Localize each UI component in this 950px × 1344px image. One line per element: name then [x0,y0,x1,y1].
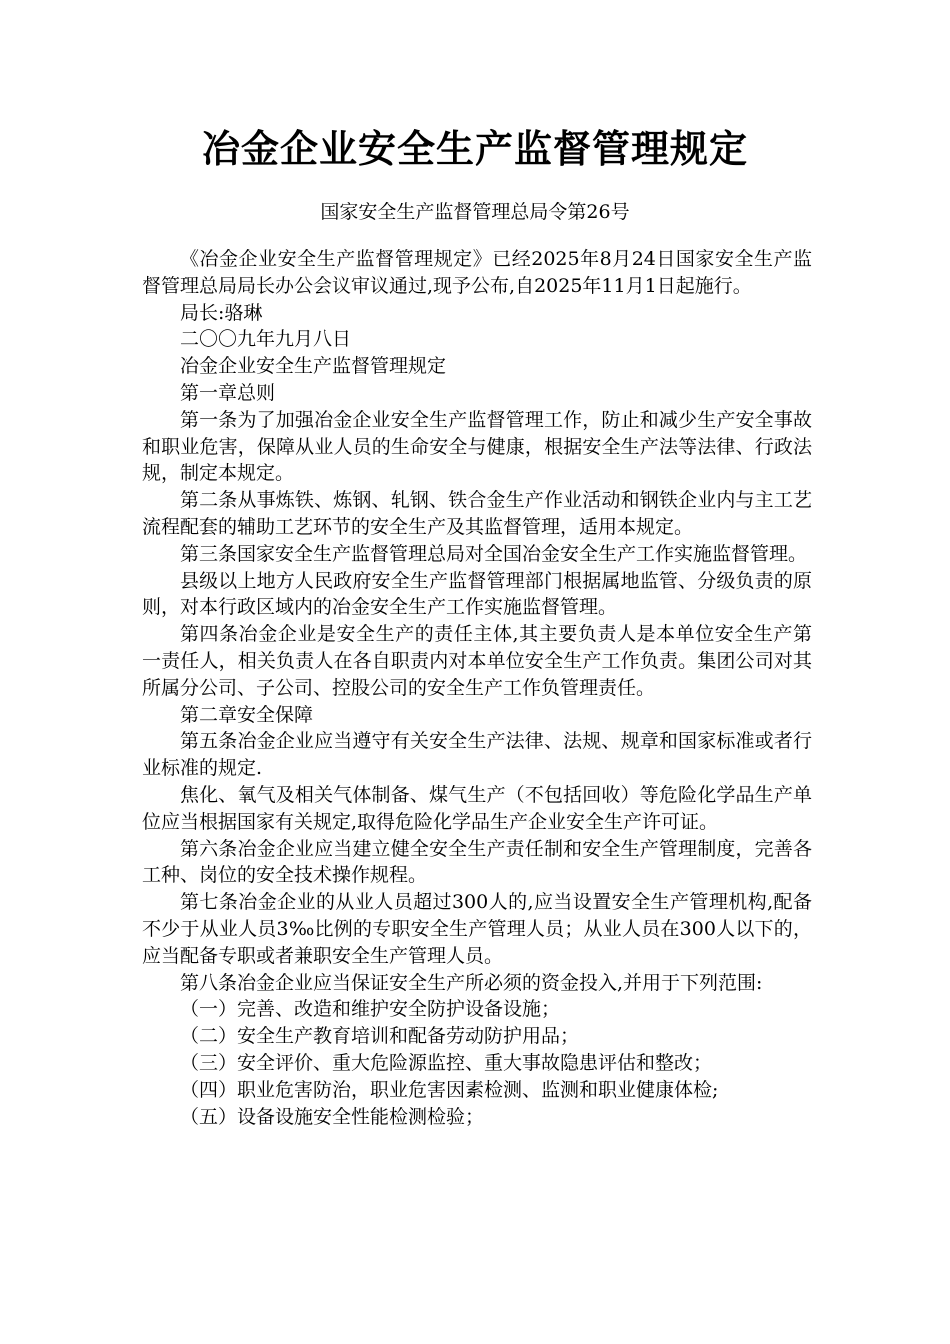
paragraph: 《冶金企业安全生产监督管理规定》已经2025年8月24日国家安全生产监督管理总局局长办公会议审议通过,现予公布,自2025年11月1日起施行。 [142,248,812,297]
paragraph: 冶金企业安全生产监督管理规定 [180,355,447,378]
paragraph: 第三条国家安全生产监督管理总局对全国冶金安全生产工作实施监督管理。 [180,542,808,565]
paragraph: 县级以上地方人民政府安全生产监督管理部门根据属地监管、分级负责的原则，对本行政区域内的冶金安全生产工作实施监督管理。 [142,569,812,619]
list-item: （三）安全评价、重大危险源监控、重大事故隐患评估和整改； [180,1051,713,1074]
paragraph: 第四条冶金企业是安全生产的责任主体,其主要负责人是本单位安全生产第一责任人，相关负责人在各自职责内对本单位安全生产工作负责。集团公司对其所属分公司、子公司、控股公司的安全生产工作负管理责任。 [142,623,812,699]
list-item: （四）职业危害防治，职业危害因素检测、监测和职业健康体检; [180,1078,719,1101]
paragraph: 焦化、氧气及相关气体制备、煤气生产（不包括回收）等危险化学品生产单位应当根据国家有关规定,取得危险化学品生产企业安全生产许可证。 [142,783,812,833]
document-body [142,246,812,1130]
document-subtitle: 国家安全生产监督管理总局令第26号 [320,201,630,223]
paragraph: 局长:骆琳 [180,301,263,324]
chapter-heading: 第二章安全保障 [180,703,314,726]
list-item: （一）完善、改造和维护安全防护设备设施； [180,998,561,1021]
paragraph: 第一条为了加强冶金企业安全生产监督管理工作，防止和减少生产安全事故和职业危害，保障从业人员的生命安全与健康，根据安全生产法等法律、行政法规，制定本规定。 [142,408,812,485]
paragraph: 第七条冶金企业的从业人员超过300人的,应当设置安全生产管理机构,配备不少于从业人员3‰比例的专职安全生产管理人员；从业人员在300人以下的，应当配备专职或者兼职安全生产管理人员。 [142,891,812,967]
list-item: （二）安全生产教育培训和配备劳动防护用品； [180,1025,580,1048]
paragraph: 第六条冶金企业应当建立健全安全生产责任制和安全生产管理制度，完善各工种、岗位的安全技术操作规程。 [142,837,812,887]
paragraph: 第五条冶金企业应当遵守有关安全生产法律、法规、规章和国家标准或者行业标准的规定. [142,730,812,780]
paragraph: 二〇〇九年九月八日 [180,328,352,351]
paragraph: 第八条冶金企业应当保证安全生产所必须的资金投入,并用于下列范围: [180,971,763,994]
document-title: 冶金企业安全生产监督管理规定 [201,127,748,171]
list-item: （五）设备设施安全性能检测检验； [180,1105,485,1128]
paragraph: 第二条从事炼铁、炼钢、轧钢、铁合金生产作业活动和钢铁企业内与主工艺流程配套的辅助工艺环节的安全生产及其监督管理，适用本规定。 [142,489,812,538]
chapter-heading: 第一章总则 [180,381,276,404]
